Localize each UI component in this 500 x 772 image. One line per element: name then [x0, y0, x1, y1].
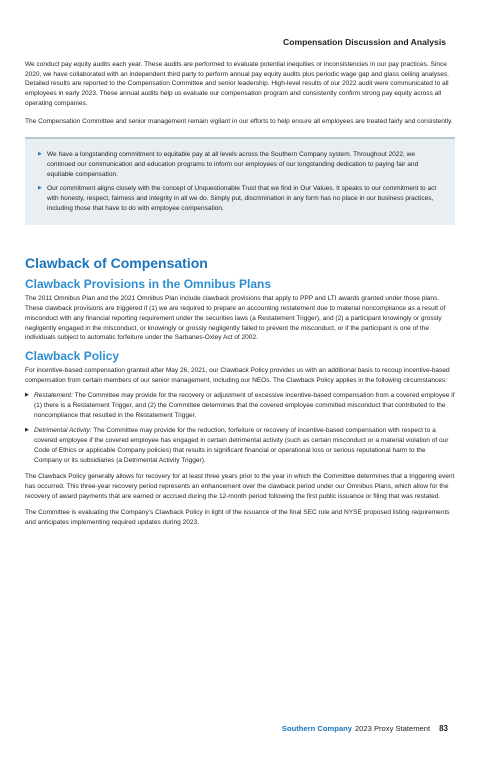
- list-item-text: The Committee may provide for the reduction, forfeiture or recovery of incentive-based compensation with respect to a covered employee if the covered employee has engaged in certain detrimental activity (such as certain misconduct or a material violation of our Code of Ethics or applicable Company policies) that results in significant financial or operational loss or serious reputational harm to the Company or its subsidiaries (a Detrimental Activity Trigger).: [34, 427, 449, 464]
- section-heading-clawback: Clawback of Compensation: [25, 255, 208, 272]
- commitment-callout-box: [25, 137, 455, 225]
- policy-intro-paragraph: For incentive-based compensation granted after May 26, 2021, our Clawback Policy provides us with an additional basis to recoup incentive-based compensation from certain members of our senior management, including our NEOs. The Clawback Policy applies in the following circumstances:: [25, 366, 450, 384]
- triangle-bullet-icon: ▶: [38, 151, 42, 158]
- list-item-term: Restatement:: [34, 392, 73, 400]
- triangle-bullet-icon: ▶: [25, 427, 29, 434]
- recovery-period-paragraph: The Clawback Policy generally allows for recovery for at least three years prior to the year in which the Committee determines that a triggering event has occurred. This three-year recovery period represents an enhancement over the clawback period under our Omnibus Plans, which allow for the recovery of award payments that are earned or accrued during the 12-month period following the first public issuance or filing that was restated.: [25, 473, 455, 500]
- page-number: 83: [439, 724, 448, 733]
- list-item-body: [34, 426, 455, 465]
- subheading-clawback-policy: Clawback Policy: [25, 348, 120, 363]
- triangle-bullet-icon: ▶: [38, 185, 42, 192]
- running-header: Compensation Discussion and Analysis: [283, 37, 446, 47]
- list-item-restatement: [25, 391, 455, 420]
- pay-equity-paragraph: We conduct pay equity audits each year. These audits are performed to evaluate potential inequities or inconsistencies in our pay practices. Since 2020, we have collaborated with an independent third party to perform annual pay equity audits plus periodic wage gap and glass ceiling analyses. Detailed results are reported to the Compensation Committee and senior leadership. High-level results of our 2022 audit were communicated to all employees in early 2023. These annual audits help us evaluate our compensation program and consistently confirm strong pay equity across all operating companies.: [25, 61, 450, 107]
- subheading-omnibus: Clawback Provisions in the Omnibus Plans: [25, 277, 272, 292]
- list-item-detrimental-activity: [25, 426, 455, 465]
- page-content: [25, 60, 455, 528]
- footer-brand: Southern Company: [281, 724, 352, 733]
- triangle-bullet-icon: ▶: [25, 392, 29, 399]
- sec-rule-paragraph: The Committee is evaluating the Company’s Clawback Policy in light of the issuance of the final SEC rule and NYSE proposed listing requirements and anticipates implementing required updates during 2023.: [25, 509, 450, 527]
- list-item-text: The Committee may provide for the recovery or adjustment of excessive incentive-based compensation from a covered employee if (1) there is a Restatement Trigger, and (2) the Committee determines that the covered employee committed misconduct that contributed to the noncompliance that resulted in the Restatement Trigger.: [34, 392, 455, 419]
- footer-doc-title: 2023 Proxy Statement: [354, 724, 431, 733]
- fair-treatment-paragraph: The Compensation Committee and senior management remain vigilant in our efforts to help ensure all employees are treated fairly and consistently.: [25, 117, 453, 125]
- list-item-term: Detrimental Activity:: [34, 427, 92, 435]
- page-footer: [282, 724, 448, 733]
- list-item-body: [34, 391, 455, 420]
- callout-item-text: Our commitment aligns closely with the concept of Unquestionable Trust that we find in Our Values. It speaks to our commitment to act with honesty, respect, fairness and integrity in all we do. Simply put, discrimination in any form has no place in our business practices, including those that have to do with employee compensation.: [47, 185, 437, 212]
- callout-item: [38, 150, 441, 179]
- callout-item: [38, 184, 441, 213]
- callout-item-text: We have a longstanding commitment to equitable pay at all levels across the Southern Company system. Throughout 2022, we continued our communication and education programs to inform our employees of our longstanding dedication to paying fair and equitable compensation.: [47, 151, 419, 178]
- omnibus-paragraph: The 2011 Omnibus Plan and the 2021 Omnibus Plan include clawback provisions that apply to PPP and LTI awards granted under those plans. These clawback provisions are triggered if (1) we are required to prepare an accounting restatement due to material noncompliance as a result of misconduct with any financial reporting requirement under the securities laws (a Restatement Trigger), and (2) a participant knowingly or grossly negligently engaged in the misconduct, or knowingly or grossly negligently failed to prevent the misconduct, or if the participant is one of the individuals subject to automatic forfeiture under the Sarbanes-Oxley Act of 2002.: [25, 295, 446, 342]
